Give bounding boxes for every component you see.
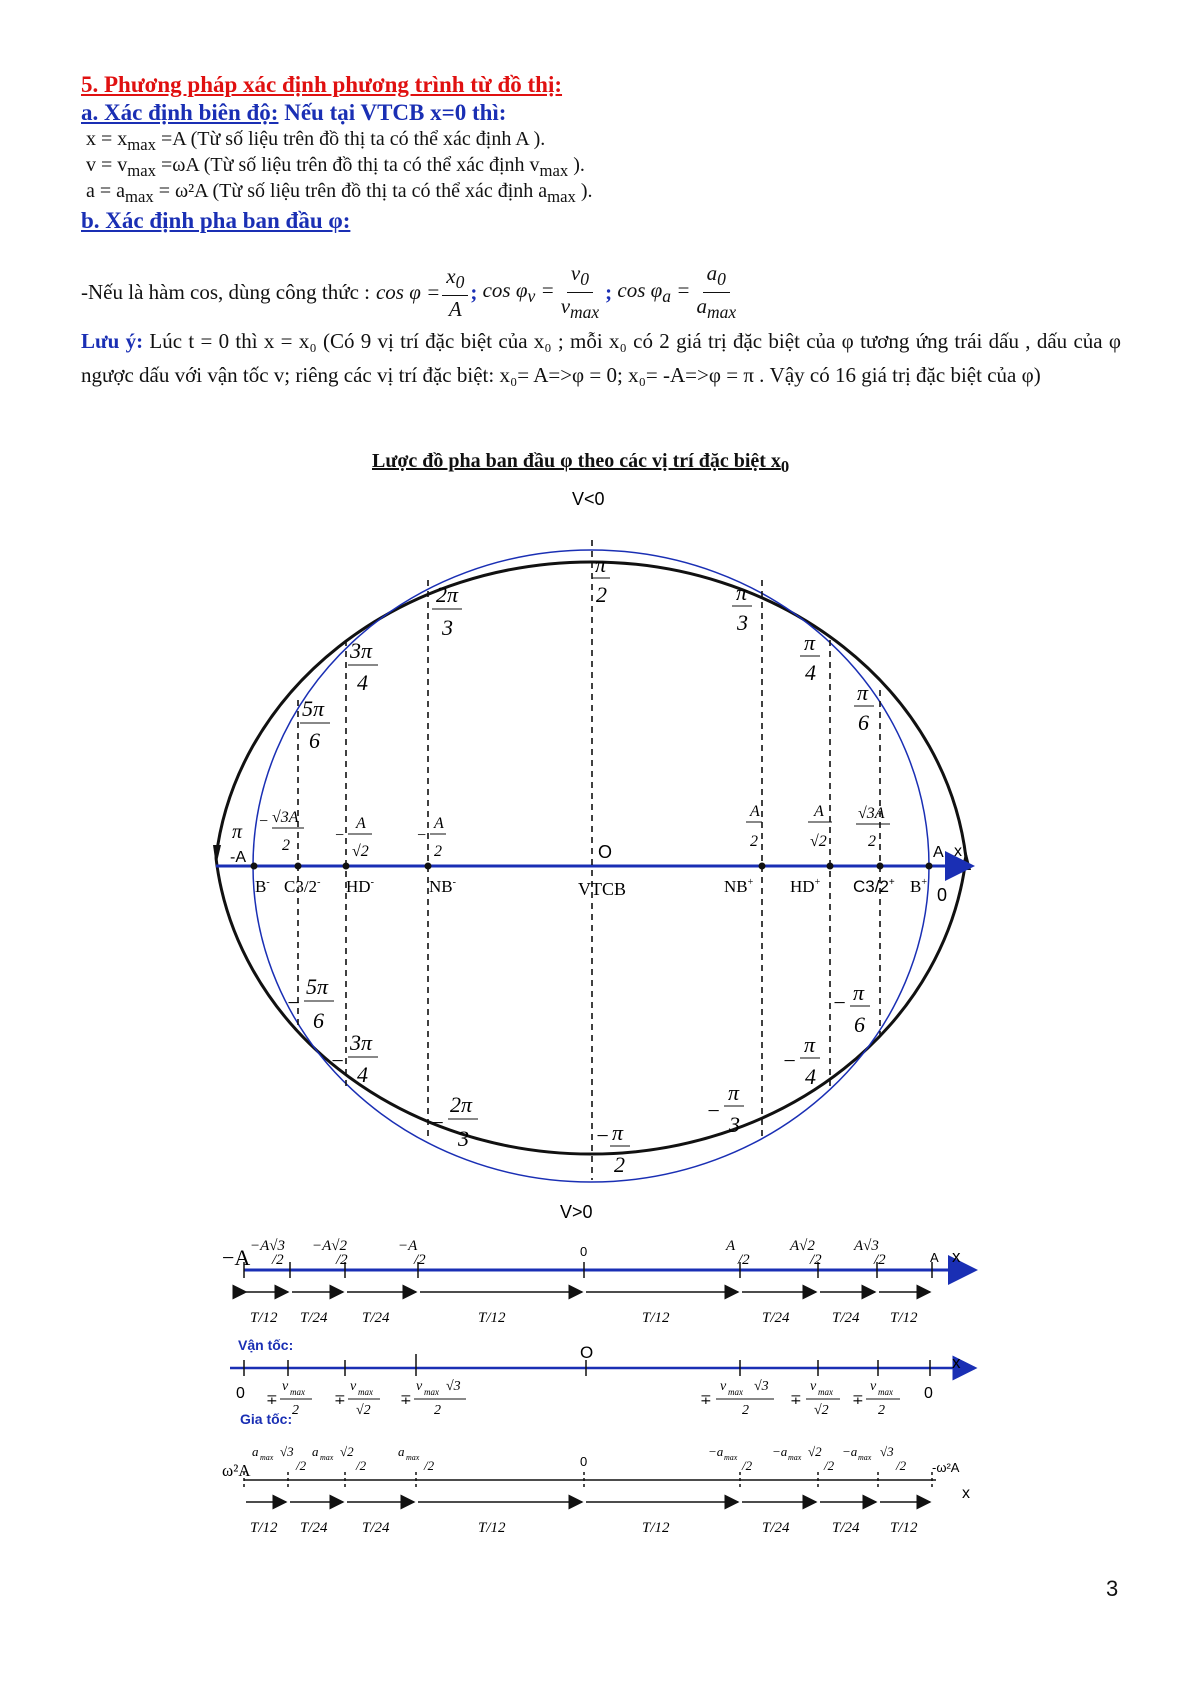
svg-text:v: v — [720, 1379, 727, 1394]
svg-text:T/24: T/24 — [362, 1310, 390, 1326]
svg-text:−A: −A — [398, 1238, 418, 1254]
line-v-sub: max — [127, 161, 156, 180]
point-hd-pos: HD+ — [790, 877, 821, 896]
svg-text:T/12: T/12 — [642, 1520, 670, 1536]
diagram-title-sub: 0 — [780, 457, 790, 476]
point-b-neg: B- — [255, 877, 270, 896]
lower-angles — [286, 974, 870, 1177]
upper-angles — [300, 552, 874, 753]
svg-text:max: max — [406, 1453, 420, 1462]
v-negative-label: V<0 — [572, 489, 605, 509]
projection-lines — [298, 540, 880, 1180]
svg-text:−: − — [430, 1110, 445, 1135]
svg-text:T/24: T/24 — [362, 1520, 390, 1536]
svg-text:max: max — [320, 1453, 334, 1462]
point-hd-neg: HD- — [346, 877, 374, 896]
svg-text:5π: 5π — [302, 696, 325, 721]
velocity-label: Vận tốc: — [238, 1337, 294, 1353]
phase-formula: -Nếu là hàm cos, dùng công thức : cos φ = $\frac{x_0}{A}$ ; $\cos \varphi_v$ = $\frac{v_0}{v_{max}}$ ; $\cos \varphi_a$ = $\frac{a_0}{a_{max}}$ — [81, 260, 742, 325]
svg-text:/2: /2 — [896, 1458, 907, 1473]
svg-text:4: 4 — [805, 1064, 816, 1089]
svg-text:2: 2 — [614, 1152, 625, 1177]
svg-text:max: max — [728, 1387, 743, 1397]
acc-left-label: ω²A — [222, 1461, 251, 1480]
svg-text:∓: ∓ — [852, 1393, 864, 1408]
svg-text:a: a — [252, 1444, 259, 1459]
pos-a-label: A — [933, 844, 944, 861]
svg-text:T/12: T/12 — [890, 1520, 918, 1536]
pos-neg-sqrt2 — [334, 815, 372, 860]
neg-a-label: -A — [230, 849, 246, 866]
svg-text:v: v — [810, 1379, 817, 1394]
subsection-a-title: a. Xác định biên độ: — [81, 100, 279, 125]
svg-text:5π: 5π — [306, 974, 329, 999]
svg-text:0: 0 — [580, 1454, 588, 1469]
svg-text:3π: 3π — [350, 1030, 373, 1055]
svg-text:A√2: A√2 — [790, 1238, 815, 1254]
subsection-b-title: b. Xác định pha ban đầu φ: — [81, 208, 351, 233]
svg-text:max: max — [290, 1387, 305, 1397]
svg-text:∓: ∓ — [790, 1393, 802, 1408]
svg-text:2: 2 — [282, 837, 290, 854]
svg-text:π: π — [857, 680, 869, 705]
formula-frac-v: $\frac{v_0}{v_{max}}$ — [560, 261, 600, 323]
section-title: 5. Phương pháp xác định phương trình từ đồ thị: — [81, 72, 563, 97]
svg-text:A: A — [930, 1250, 939, 1265]
svg-text:A: A — [814, 803, 824, 820]
svg-text:−: − — [595, 1123, 610, 1148]
svg-text:v: v — [870, 1379, 877, 1394]
svg-text:max: max — [260, 1453, 274, 1462]
pos-intervals — [250, 1310, 918, 1326]
svg-text:∓: ∓ — [400, 1393, 412, 1408]
svg-text:v: v — [416, 1379, 423, 1394]
pos-neg-half — [416, 815, 446, 860]
svg-text:T/24: T/24 — [762, 1310, 790, 1326]
svg-text:A: A — [356, 815, 366, 832]
line-a-post: = ω²A (Từ số liệu trên đồ thị ta có thể xác định a — [153, 180, 548, 202]
acc-right-label: -ω²A — [932, 1460, 960, 1475]
svg-text:A: A — [434, 815, 444, 832]
svg-text:√2: √2 — [352, 843, 369, 860]
svg-text:π: π — [595, 552, 607, 577]
line-a-sub: max — [125, 187, 154, 206]
pos-sqrt2 — [808, 803, 832, 850]
svg-text:T/24: T/24 — [832, 1520, 860, 1536]
svg-text:π: π — [728, 1080, 740, 1105]
svg-text:max: max — [358, 1387, 373, 1397]
svg-text:6: 6 — [854, 1012, 865, 1037]
svg-text:max: max — [818, 1387, 833, 1397]
svg-text:3: 3 — [729, 1112, 740, 1137]
angle-neg-pi-2 — [595, 1120, 630, 1177]
pos-line-labels — [222, 1238, 961, 1270]
svg-text:−a: −a — [708, 1444, 724, 1459]
time-line-position — [222, 1238, 975, 1326]
svg-text:−A: −A — [222, 1245, 251, 1270]
svg-text:6: 6 — [313, 1008, 324, 1033]
svg-text:3: 3 — [442, 615, 453, 640]
svg-text:∓: ∓ — [266, 1393, 278, 1408]
svg-text:6: 6 — [309, 728, 320, 753]
svg-text:2: 2 — [750, 833, 758, 850]
note-text: Lúc t = 0 thì x = x₀ (Có 9 vị trí đặc biệt của x₀ ; mỗi x₀ có 2 giá trị đặc biệt của φ tương ứng trái dấu , dấu của φ ngược dấu với vận tốc v; riêng các vị trí đặc biệt: x₀= A=>φ = 0; x₀= -A=>φ = π . Vậy có 16 giá trị đặc biệt của φ) — [81, 329, 1122, 387]
point-nb-pos: NB+ — [724, 877, 754, 896]
svg-text:4: 4 — [805, 660, 816, 685]
svg-text:/2: /2 — [272, 1252, 284, 1268]
svg-text:2: 2 — [868, 833, 876, 850]
svg-text:∓: ∓ — [700, 1393, 712, 1408]
svg-text:/2: /2 — [810, 1252, 822, 1268]
svg-text:2: 2 — [434, 1403, 441, 1418]
page-number: 3 — [1106, 1576, 1119, 1601]
angle-2pi-3 — [432, 582, 462, 640]
pos-sqrt3-2 — [856, 805, 890, 850]
svg-text:−A√3: −A√3 — [250, 1238, 286, 1254]
svg-text:2π: 2π — [450, 1092, 473, 1117]
svg-text:−a: −a — [842, 1444, 858, 1459]
svg-text:/2: /2 — [824, 1458, 835, 1473]
subsection-a-rest: Nếu tại VTCB x=0 thì: — [278, 100, 507, 125]
velocity-fractions — [266, 1379, 900, 1418]
angle-neg-pi-6 — [832, 980, 870, 1037]
svg-text:max: max — [788, 1453, 802, 1462]
svg-text:√3A: √3A — [858, 805, 885, 822]
svg-text:T/12: T/12 — [478, 1310, 506, 1326]
svg-text:x: x — [962, 1485, 970, 1502]
position-fractions — [258, 803, 890, 860]
svg-text:∓: ∓ — [334, 1393, 346, 1408]
svg-text:/2: /2 — [424, 1458, 435, 1473]
point-nb-neg: NB- — [429, 877, 456, 896]
svg-text:/2: /2 — [414, 1252, 426, 1268]
line-v-post: =ωA (Từ số liệu trên đồ thị ta có thể xác định v — [155, 154, 540, 176]
svg-text:√3: √3 — [880, 1444, 894, 1459]
svg-text:2: 2 — [878, 1403, 885, 1418]
svg-text:−: − — [330, 1048, 345, 1073]
svg-text:T/12: T/12 — [250, 1520, 278, 1536]
svg-text:4: 4 — [357, 1062, 368, 1087]
svg-text:6: 6 — [858, 710, 869, 735]
formula-frac-x: $\frac{x_0}{A}$ — [442, 263, 468, 322]
svg-text:v: v — [350, 1379, 357, 1394]
point-c32-neg: C3/2- — [284, 877, 321, 896]
svg-text:T/24: T/24 — [762, 1520, 790, 1536]
pi-label: π — [232, 821, 243, 843]
formula-frac-a: $\frac{a_0}{a_{max}}$ — [696, 261, 737, 323]
formula-intro: -Nếu là hàm cos, dùng công thức : — [81, 280, 370, 305]
svg-text:T/24: T/24 — [300, 1520, 328, 1536]
svg-text:2: 2 — [596, 582, 607, 607]
acceleration-label: Gia tốc: — [240, 1411, 293, 1427]
svg-text:−: − — [286, 990, 301, 1015]
outer-arc-top — [216, 562, 966, 858]
svg-text:3: 3 — [737, 610, 748, 635]
svg-text:π: π — [736, 580, 748, 605]
point-c32-pos: C3/2+ — [853, 877, 895, 896]
svg-text:√2: √2 — [814, 1403, 829, 1418]
svg-text:max: max — [858, 1453, 872, 1462]
pos-neg-sqrt3-2 — [258, 809, 304, 854]
svg-text:√3: √3 — [280, 1444, 294, 1459]
acc-intervals — [250, 1520, 918, 1536]
svg-text:π: π — [804, 630, 816, 655]
line-a-pre: a = a — [86, 180, 126, 202]
svg-text:/2: /2 — [738, 1252, 750, 1268]
svg-text:/2: /2 — [336, 1252, 348, 1268]
angle-pi-4 — [800, 630, 820, 685]
svg-text:√3: √3 — [754, 1379, 769, 1394]
svg-text:2: 2 — [292, 1403, 299, 1418]
line-x-post: =A (Từ số liệu trên đồ thị ta có thể xác định A ). — [155, 128, 546, 150]
svg-text:√2: √2 — [810, 833, 827, 850]
acceleration-line — [222, 1411, 970, 1536]
angle-5pi-6 — [300, 696, 330, 753]
svg-text:max: max — [724, 1453, 738, 1462]
svg-text:T/24: T/24 — [832, 1310, 860, 1326]
pos-line-zero: 0 — [580, 1244, 588, 1259]
diagram-title-text: Lược đồ pha ban đầu φ theo các vị trí đặc biệt x — [372, 450, 781, 472]
svg-text:√2: √2 — [356, 1403, 371, 1418]
line-x-pre: x = x — [86, 128, 128, 150]
pos-line-x: x — [952, 1247, 961, 1266]
line-v-pre: v = v — [86, 154, 128, 176]
svg-text:√2: √2 — [340, 1444, 354, 1459]
svg-text:√2: √2 — [808, 1444, 822, 1459]
svg-text:−a: −a — [772, 1444, 788, 1459]
angle-neg-5pi-6 — [286, 974, 334, 1033]
svg-text:−: − — [706, 1098, 721, 1123]
v-positive-label: V>0 — [560, 1202, 593, 1222]
svg-text:/2: /2 — [874, 1252, 886, 1268]
angle-neg-pi-3 — [706, 1080, 744, 1137]
svg-text:T/12: T/12 — [642, 1310, 670, 1326]
svg-text:a: a — [312, 1444, 319, 1459]
svg-text:x: x — [952, 1353, 961, 1372]
svg-text:−: − — [258, 813, 269, 830]
point-b-pos: B+ — [910, 877, 927, 896]
note-label: Lưu ý: — [81, 329, 144, 353]
velocity-line — [230, 1337, 975, 1418]
vtcb-label: VTCB — [578, 879, 627, 899]
angle-pi-2 — [592, 552, 610, 607]
svg-text:3π: 3π — [350, 638, 373, 663]
angle-neg-pi-4 — [782, 1032, 820, 1089]
svg-text:−: − — [334, 827, 345, 844]
svg-text:T/12: T/12 — [890, 1310, 918, 1326]
velocity-origin: O — [580, 1343, 594, 1362]
svg-text:v: v — [282, 1379, 289, 1394]
svg-text:T/24: T/24 — [300, 1310, 328, 1326]
svg-text:T/12: T/12 — [250, 1310, 278, 1326]
svg-text:−: − — [832, 990, 847, 1015]
svg-text:π: π — [853, 980, 865, 1005]
svg-text:T/12: T/12 — [478, 1520, 506, 1536]
angle-neg-3pi-4 — [330, 1030, 378, 1087]
svg-text:max: max — [424, 1387, 439, 1397]
pos-half — [746, 803, 762, 850]
svg-text:2: 2 — [434, 843, 442, 860]
svg-text:0: 0 — [236, 1385, 245, 1402]
svg-text:√3A: √3A — [272, 809, 299, 826]
svg-text:A√3: A√3 — [854, 1238, 879, 1254]
angle-neg-2pi-3 — [430, 1092, 478, 1151]
line-v-end: ). — [568, 154, 585, 176]
svg-text:−: − — [416, 827, 427, 844]
origin-label: O — [598, 842, 613, 862]
zero-phase-label: 0 — [937, 885, 948, 905]
svg-text:max: max — [878, 1387, 893, 1397]
svg-text:−A√2: −A√2 — [312, 1238, 348, 1254]
svg-text:0: 0 — [924, 1385, 933, 1402]
line-v-sub2: max — [539, 161, 569, 180]
svg-text:/2: /2 — [742, 1458, 753, 1473]
angle-3pi-4 — [348, 638, 378, 695]
line-a-end: ). — [575, 180, 593, 202]
svg-text:2π: 2π — [436, 582, 459, 607]
svg-text:√3: √3 — [446, 1379, 461, 1394]
line-a-sub2: max — [547, 187, 576, 206]
line-x-sub: max — [127, 135, 156, 154]
svg-text:−: − — [782, 1048, 797, 1073]
svg-text:A: A — [750, 803, 760, 820]
svg-text:2: 2 — [742, 1403, 749, 1418]
svg-text:/2: /2 — [296, 1458, 307, 1473]
svg-text:a: a — [398, 1444, 405, 1459]
svg-text:π: π — [804, 1032, 816, 1057]
svg-text:/2: /2 — [356, 1458, 367, 1473]
svg-text:3: 3 — [458, 1126, 469, 1151]
svg-text:π: π — [612, 1120, 624, 1145]
svg-text:A: A — [726, 1238, 736, 1254]
svg-text:4: 4 — [357, 670, 368, 695]
x-axis-label: x — [954, 843, 962, 860]
